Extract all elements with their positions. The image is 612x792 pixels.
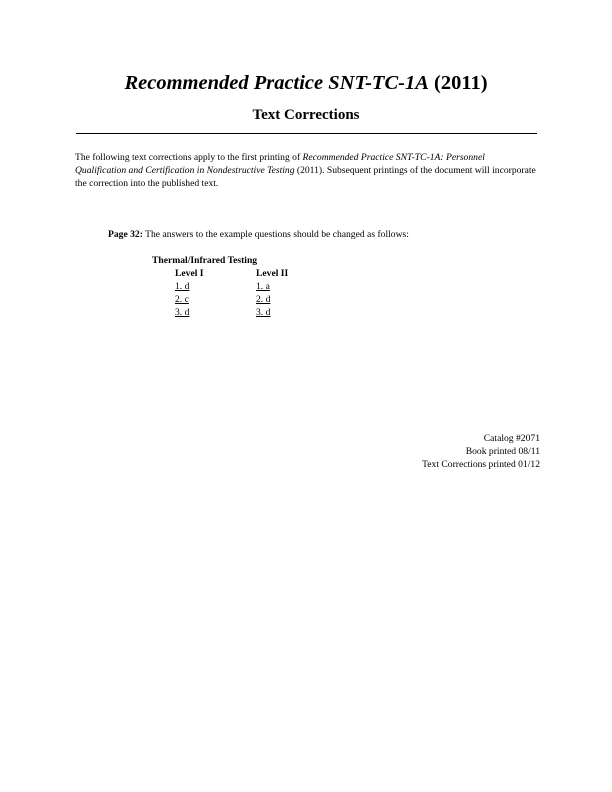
correction-note: [108, 228, 548, 241]
title-divider: [76, 133, 537, 134]
intro-text-start: The following text corrections apply to the first printing of: [75, 152, 303, 163]
document-title-year: (2011): [434, 72, 488, 94]
answer-level-1: 1. d: [175, 281, 190, 292]
intro-text-end: (2011). Subsequent printings of the document will incorporate the correction into the published text.: [75, 165, 536, 189]
table-row: [175, 280, 316, 293]
document-title: [0, 70, 612, 96]
table-row: [175, 293, 316, 306]
answers-table: [175, 267, 316, 319]
answer-level-2: 2. d: [256, 294, 271, 305]
document-subtitle: Text Corrections: [252, 107, 360, 123]
correction-page-label: Page 32:: [108, 229, 143, 240]
answers-column-header: Level II: [256, 268, 289, 279]
print-info: [300, 432, 540, 471]
correction-note-text: The answers to the example questions should be changed as follows:: [142, 229, 409, 240]
answers-column-header: Level I: [175, 268, 204, 279]
answer-level-2: 1. a: [256, 281, 270, 292]
catalog-number: Catalog #2071: [483, 433, 540, 444]
answer-level-2: 3. d: [256, 307, 271, 318]
answer-level-1: 3. d: [175, 307, 190, 318]
intro-publication-title: Recommended Practice SNT-TC-1A: Personnel Qualification and Certification in Nondestructive Testing: [75, 152, 485, 176]
table-row: [175, 306, 316, 319]
answers-block: [152, 254, 316, 319]
book-printed-date: Book printed 08/11: [465, 446, 540, 457]
answers-section-heading: Thermal/Infrared Testing: [152, 255, 258, 266]
answer-level-1: 2. c: [175, 294, 189, 305]
document-title-main: Recommended Practice SNT-TC-1A: [124, 72, 429, 94]
corrections-printed-date: Text Corrections printed 01/12: [422, 459, 540, 470]
answers-header-row: [175, 267, 316, 280]
intro-paragraph: [75, 151, 537, 190]
